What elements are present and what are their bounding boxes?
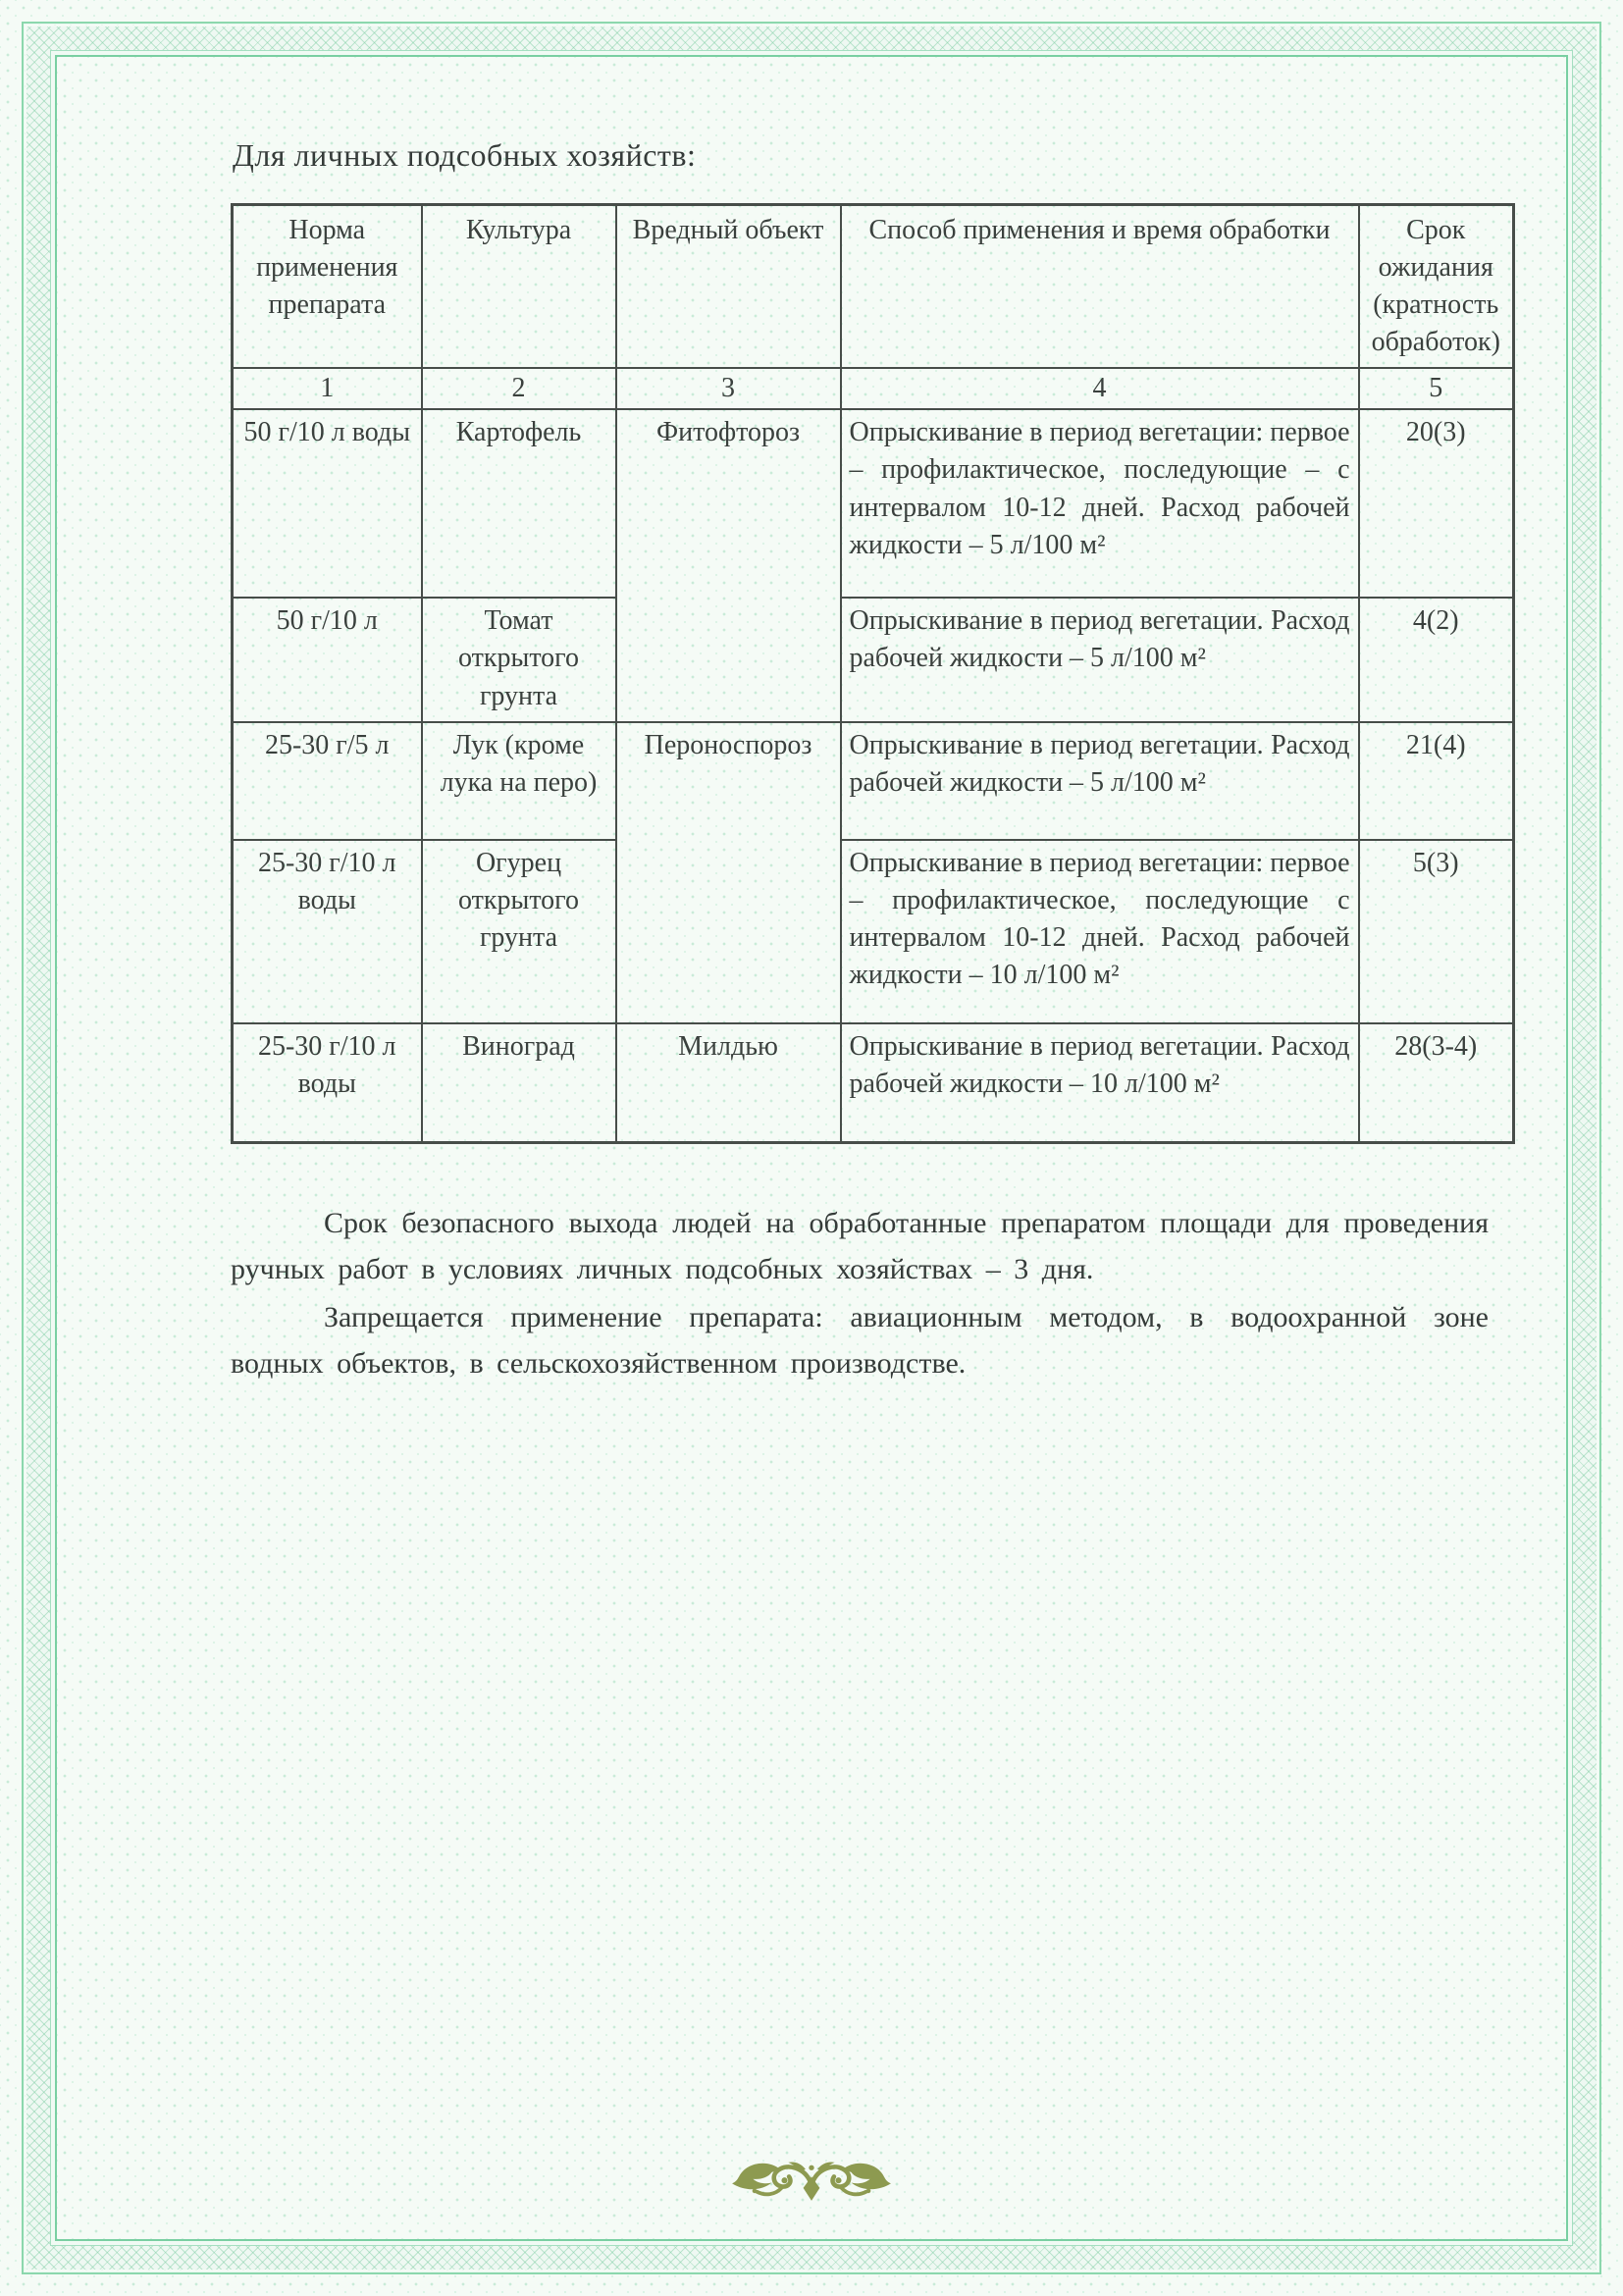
cell-method: Опрыскивание в период вегетации. Расход рабочей жидкости – 5 л/100 м² (841, 598, 1359, 721)
column-number: 2 (422, 368, 616, 409)
cell-norm: 50 г/10 л воды (233, 409, 422, 598)
cell-waiting: 20(3) (1359, 409, 1514, 598)
cell-culture: Картофель (422, 409, 616, 598)
cell-waiting: 5(3) (1359, 840, 1514, 1023)
safe-reentry-paragraph: Срок безопасного выхода людей на обработанные препаратом площади для проведения ручных работ в условиях личных подсобных хозяйствах – 3 дня. (231, 1207, 1489, 1285)
cell-culture: Виноград (422, 1023, 616, 1143)
table-row (233, 598, 1514, 721)
application-table (231, 203, 1515, 1144)
cell-culture: Томат открытого грунта (422, 598, 616, 721)
cell-pest: Пероноспороз (616, 722, 841, 1023)
column-number: 5 (1359, 368, 1514, 409)
cell-waiting: 21(4) (1359, 722, 1514, 840)
column-number: 4 (841, 368, 1359, 409)
column-number-row (233, 368, 1514, 409)
cell-norm: 25-30 г/10 л воды (233, 840, 422, 1023)
cell-method: Опрыскивание в период вегетации. Расход рабочей жидкости – 10 л/100 м² (841, 1023, 1359, 1143)
table-row (233, 1023, 1514, 1143)
cell-waiting: 28(3-4) (1359, 1023, 1514, 1143)
cell-norm: 25-30 г/5 л (233, 722, 422, 840)
prohibitions-paragraph: Запрещается применение препарата: авиационным методом, в водоохранной зоне водных объектов, в сельскохозяйственном производстве. (231, 1300, 1489, 1380)
table-row (233, 409, 1514, 598)
cell-method: Опрыскивание в период вегетации: первое – профилактическое, последующие с интервалом 10-12 дней. Расход рабочей жидкости – 10 л/100 м² (841, 840, 1359, 1023)
column-header-pest: Вредный объект (616, 205, 841, 369)
cell-culture: Лук (кроме лука на перо) (422, 722, 616, 840)
column-header-waiting: Срок ожидания (кратность обработок) (1359, 205, 1514, 369)
column-number: 1 (233, 368, 422, 409)
cell-method: Опрыскивание в период вегетации: первое – профилактическое, последующие – с интервалом 10-12 дней. Расход рабочей жидкости – 5 л/100 м² (841, 409, 1359, 598)
cell-pest: Милдью (616, 1023, 841, 1143)
table-row (233, 840, 1514, 1023)
floral-flourish-icon (729, 2157, 894, 2206)
cell-norm: 25-30 г/10 л воды (233, 1023, 422, 1143)
table-header-row (233, 205, 1514, 369)
cell-waiting: 4(2) (1359, 598, 1514, 721)
column-header-method: Способ применения и время обработки (841, 205, 1359, 369)
cell-pest: Фитофтороз (616, 409, 841, 721)
column-number: 3 (616, 368, 841, 409)
document-body (231, 137, 1514, 1386)
cell-method: Опрыскивание в период вегетации. Расход рабочей жидкости – 5 л/100 м² (841, 722, 1359, 840)
column-header-culture: Культура (422, 205, 616, 369)
table-row (233, 722, 1514, 840)
column-header-norm: Норма применения препарата (233, 205, 422, 369)
notes-section (231, 1201, 1489, 1386)
cell-culture: Огурец открытого грунта (422, 840, 616, 1023)
page-title: Для личных подсобных хозяйств: (233, 137, 697, 173)
cell-norm: 50 г/10 л (233, 598, 422, 721)
